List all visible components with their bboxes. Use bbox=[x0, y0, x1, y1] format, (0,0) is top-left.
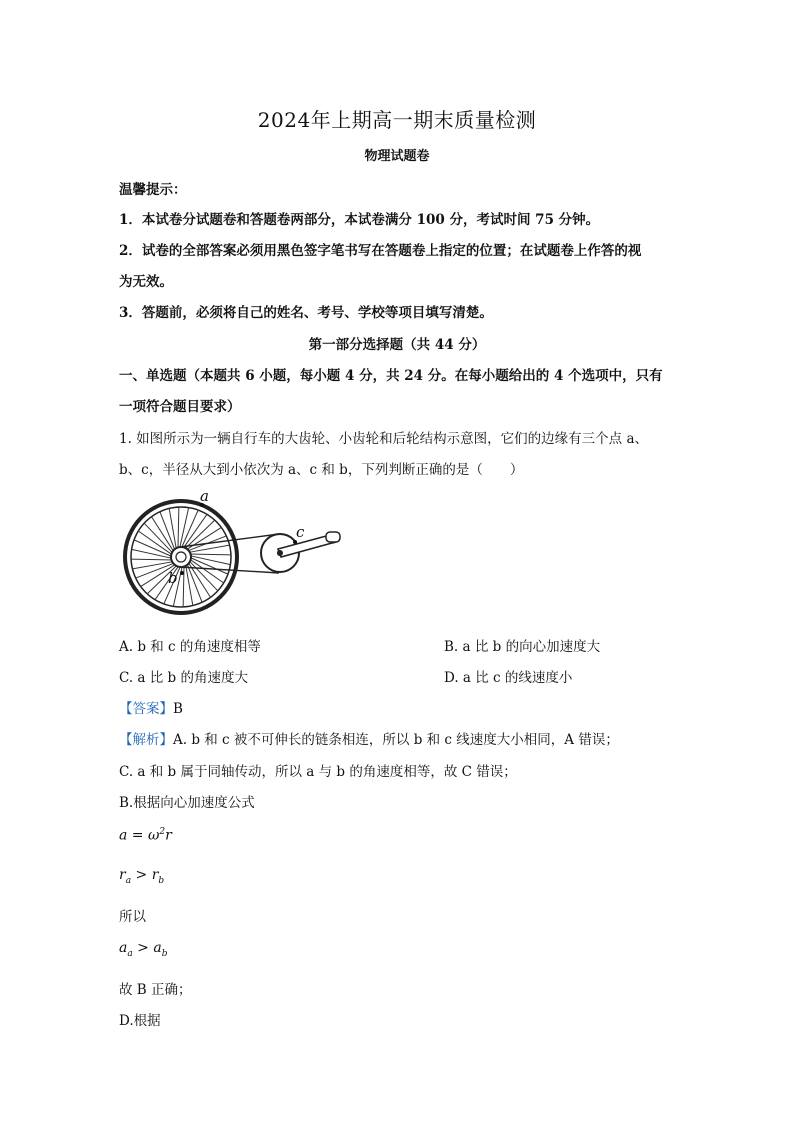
formula-centripetal bbox=[119, 827, 172, 844]
notice-item-2-line-1: 2．试卷的全部答案必须用黑色签字笔书写在答题卷上指定的位置；在试题卷上作答的视 bbox=[119, 243, 642, 259]
formula2-sub-a: a bbox=[125, 875, 132, 886]
formula1-sup: 2 bbox=[159, 827, 166, 837]
analysis-line-1 bbox=[119, 728, 619, 748]
bicycle-gear-figure bbox=[118, 485, 358, 620]
notice-item-2-line-2: 为无效。 bbox=[119, 274, 173, 290]
formula1-eq: = ω bbox=[127, 827, 160, 844]
answer-tag: 【答案】 bbox=[119, 701, 173, 717]
analysis-text-1: A. b 和 c 被不可伸长的链条相连，所以 b 和 c 线速度大小相同，A 错误； bbox=[173, 732, 619, 748]
point-b-marker bbox=[180, 571, 184, 575]
formula2-r: r bbox=[119, 867, 126, 883]
option-b: B. a 比 b 的向心加速度大 bbox=[444, 639, 601, 655]
notice-item-1: 1．本试卷分试题卷和答题卷两部分，本试卷满分 100 分，考试时间 75 分钟。 bbox=[119, 212, 600, 228]
option-a: A. b 和 c 的角速度相等 bbox=[119, 639, 261, 655]
option-c: C. a 比 b 的角速度大 bbox=[119, 670, 248, 686]
page-subtitle: 物理试题卷 bbox=[364, 149, 430, 164]
analysis-line-4: 所以 bbox=[119, 909, 146, 925]
option-d: D. a 比 c 的线速度小 bbox=[444, 670, 573, 686]
formula3-a2: a bbox=[153, 940, 162, 956]
formula-acceleration-compare bbox=[119, 940, 168, 959]
formula3-gt: > bbox=[132, 940, 154, 956]
formula3-sub-a: a bbox=[127, 948, 133, 959]
page-title: 2024年上期高一期末质量检测 bbox=[257, 108, 537, 132]
analysis-line-6: D.根据 bbox=[119, 1013, 161, 1029]
question-1-line-1: 1. 如图所示为一辆自行车的大齿轮、小齿轮和后轮结构示意图，它们的边缘有三个点 a、 bbox=[119, 431, 649, 447]
formula2-r2: r bbox=[151, 867, 159, 883]
analysis-line-3: B.根据向心加速度公式 bbox=[119, 795, 255, 811]
notice-item-3: 3．答题前，必须将自己的姓名、考号、学校等项目填写清楚。 bbox=[119, 305, 493, 321]
formula-radius-compare bbox=[119, 867, 164, 886]
formula1-tail: r bbox=[165, 827, 172, 844]
label-c: c bbox=[296, 523, 305, 541]
analysis-line-2: C. a 和 b 属于同轴传动，所以 a 与 b 的角速度相等，故 C 错误； bbox=[119, 764, 517, 780]
notice-heading: 温馨提示： bbox=[119, 182, 187, 198]
part-heading: 第一部分选择题（共 44 分） bbox=[308, 337, 486, 353]
formula2-sub-b: b bbox=[158, 875, 165, 886]
question-1-line-2: b、c，半径从大到小依次为 a、c 和 b，下列判断正确的是（ ） bbox=[119, 462, 524, 478]
wheel-spoke bbox=[183, 564, 184, 607]
formula2-gt: > bbox=[131, 867, 152, 883]
label-a: a bbox=[200, 487, 209, 505]
analysis-tag: 【解析】 bbox=[119, 732, 173, 748]
label-b: b bbox=[168, 569, 178, 587]
formula1-lhs: a bbox=[119, 827, 128, 844]
answer-value: B bbox=[173, 701, 183, 717]
analysis-line-5: 故 B 正确； bbox=[119, 982, 192, 998]
section-heading-line-1: 一、单选题（本题共 6 小题，每小题 4 分，共 24 分。在每小题给出的 4 个选项中，只有 bbox=[119, 368, 663, 384]
formula3-sub-b: b bbox=[161, 948, 168, 959]
wheel-spoke bbox=[188, 554, 231, 555]
wheel-spoke bbox=[131, 559, 174, 560]
section-heading-line-2: 一项符合题目要求） bbox=[119, 399, 241, 415]
answer-line bbox=[119, 697, 183, 717]
wheel-spoke bbox=[178, 507, 179, 550]
formula3-a: a bbox=[119, 940, 128, 956]
rear-wheel bbox=[125, 501, 237, 613]
